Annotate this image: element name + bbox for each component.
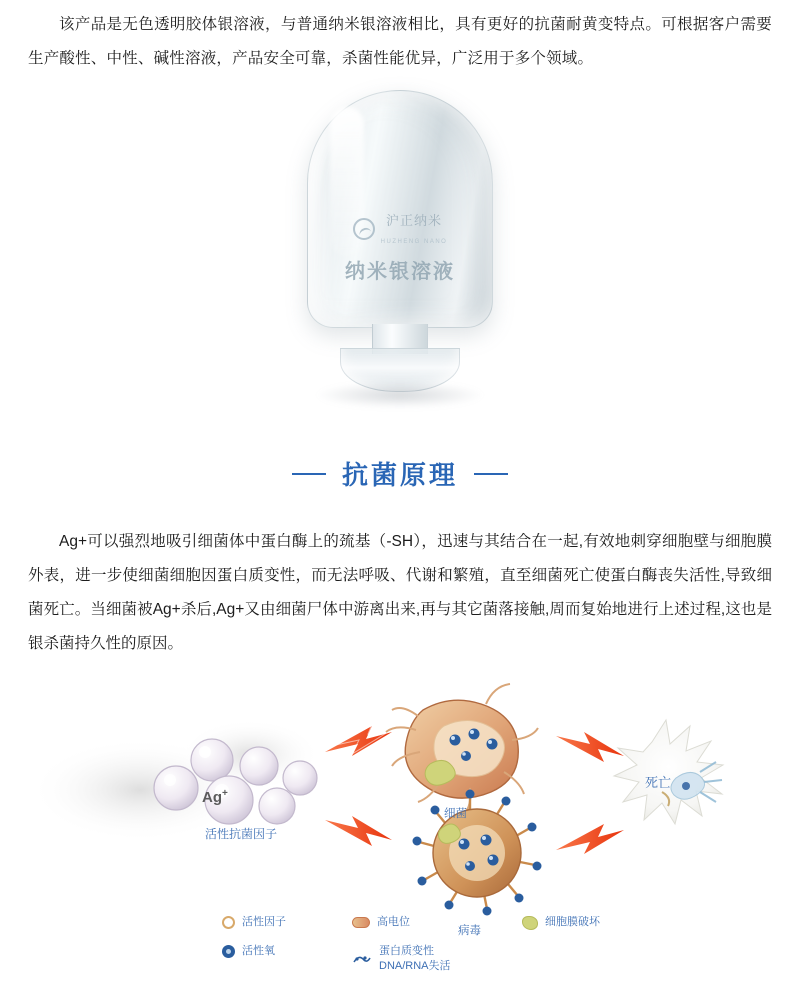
arrow-virus-to-death	[556, 824, 624, 854]
source-caption: 活性抗菌因子	[205, 827, 278, 841]
high-potential-icon	[352, 917, 370, 928]
principle-paragraph: Ag+可以强烈地吸引细菌体中蛋白酶上的巯基（-SH），迅速与其结合在一起,有效地刺穿细胞壁与细胞膜外表，进一步使细菌细胞因蛋白质变性，而无法呼吸、代谢和繁殖，直至细菌死亡使蛋白酶丧失活性,导致细菌死亡。当细菌被Ag+杀后,Ag+又由细菌尸体中游离出来,再与其它菌落接触,周而复始地进行上述过程,这也是银杀菌持久性的原因。	[28, 533, 772, 652]
arrow-to-virus	[325, 816, 392, 846]
ion-superscript: +	[222, 788, 228, 799]
bottle-shadow	[315, 382, 485, 408]
legend-protein-line2: DNA/RNA失活	[379, 960, 451, 972]
active-factor-icon	[222, 916, 235, 929]
bacteria-illustration	[386, 684, 538, 814]
brand-name-en: HUZHENG NANO	[380, 239, 448, 245]
bottle-label	[325, 210, 475, 284]
arrow-to-bacteria	[322, 720, 398, 756]
legend-item-protein-denature	[352, 944, 522, 974]
virus-illustration	[413, 790, 542, 916]
section-heading	[0, 455, 800, 492]
logo-mark-icon	[353, 218, 375, 240]
ion-label: Ag+	[202, 788, 228, 806]
protein-denature-icon	[352, 953, 372, 965]
membrane-damage-icon	[522, 916, 538, 930]
brand-name-cn: 沪正纳米	[385, 213, 442, 228]
heading-rule-left	[292, 473, 326, 475]
brand-logo	[325, 210, 475, 248]
legend-item-active-oxygen: 活性氧	[222, 944, 352, 959]
legend-item-active-factor: 活性因子	[222, 915, 352, 930]
product-photo	[0, 80, 800, 440]
diagram-legend	[222, 915, 692, 988]
heading-text: 抗菌原理	[341, 460, 458, 490]
product-name: 纳米银溶液	[345, 261, 455, 283]
legend-protein-line1: 蛋白质变性	[379, 945, 434, 957]
heading-rule-right	[474, 473, 508, 475]
active-oxygen-icon	[222, 945, 235, 958]
bacteria-caption: 细菌	[444, 808, 467, 820]
legend-row	[222, 915, 692, 930]
legend-row	[222, 944, 692, 974]
legend-item-high-potential: 高电位	[352, 915, 522, 930]
bottle-body	[307, 90, 493, 328]
antibacterial-mechanism-diagram	[0, 660, 800, 993]
bottle-illustration	[295, 90, 505, 390]
death-caption: 死亡	[645, 775, 672, 790]
virus-caption: 病毒	[458, 925, 481, 937]
arrow-bacteria-to-death	[556, 732, 624, 762]
intro-paragraph: 该产品是无色透明胶体银溶液，与普通纳米银溶液相比，具有更好的抗菌耐黄变特点。可根据客户需要生产酸性、中性、碱性溶液，产品安全可靠，杀菌性能优异，广泛用于多个领域。	[28, 16, 772, 67]
legend-item-membrane-damage: 细胞膜破坏	[522, 915, 682, 930]
dna-icon	[352, 953, 372, 965]
